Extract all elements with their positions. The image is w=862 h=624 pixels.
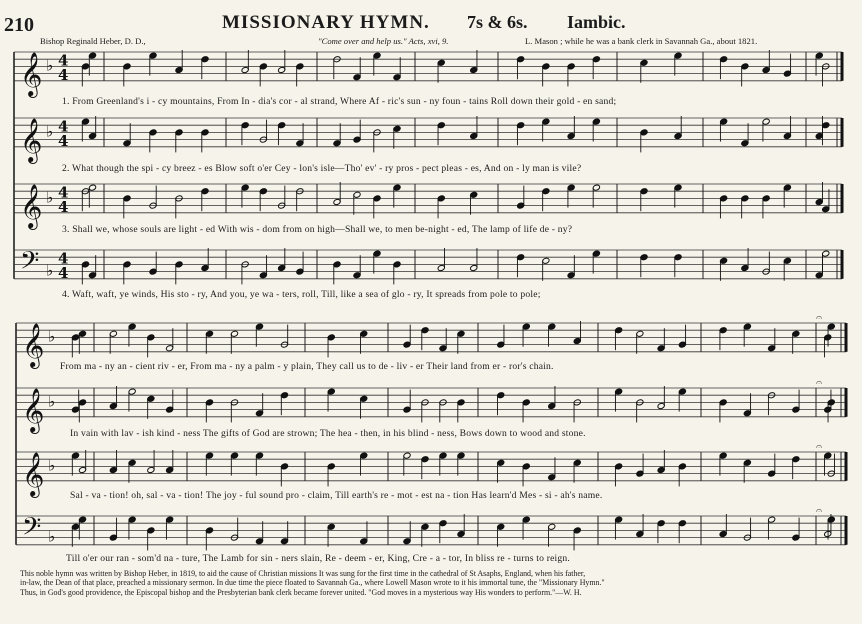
treble-clef-icon: 𝄞 xyxy=(20,51,43,96)
time-signature-top: 4 xyxy=(58,117,69,136)
flat-key-signature-icon: ♭ xyxy=(48,392,56,411)
flat-key-signature-icon: ♭ xyxy=(48,456,56,475)
flat-key-signature-icon: ♭ xyxy=(46,188,54,207)
lyric-line-verse-2: 2. What though the spi - cy breez - es Blow soft o'er Cey - lon's isle—Tho' ev' - ry pros - pect pleas - es, And on - ly man is vile? xyxy=(62,163,582,174)
time-signature-top: 4 xyxy=(58,249,69,268)
fermata-icon: 𝄐 xyxy=(816,504,823,517)
hymn-title: MISSIONARY HYMN. xyxy=(222,12,430,33)
historical-footnote xyxy=(20,569,860,597)
fermata-icon: 𝄐 xyxy=(816,376,823,389)
footnote-line: This noble hymn was written by Bishop Heber, in 1819, to aid the cause of Christian missions It was sung for the first time in the cathedral of St Asaphs, England, when his father, xyxy=(20,569,586,578)
footnote-line: in-law, the Dean of that place, preached a missionary sermon. In due time the piece floated to Savannah Ga., where Lowell Mason wrote to it his immortal tune, the "Missionary Hymn." xyxy=(20,578,605,588)
lyric-line-verse-2-cont: In vain with lav - ish kind - ness The gifts of God are strown; The hea - then, in his blind - ness, Bows down to wood and stone. xyxy=(70,428,586,439)
footnote-line: Thus, in God's good providence, the Episcopal bishop and the Presbyterian bank clerk became forever united. "God moves in a mysterious way His wonders to perform."—W. H. xyxy=(20,587,582,597)
fermata-icon: 𝄐 xyxy=(816,311,823,324)
flat-key-signature-icon: ♭ xyxy=(46,261,54,280)
scripture-epigraph: "Come over and help us." Acts, xvi, 9. xyxy=(318,36,449,46)
lyric-line-verse-3: 3. Shall we, whose souls are light - ed With wis - dom from on high—Shall we, to men be-night - ed, The lamp of life de - ny? xyxy=(62,224,573,235)
hymn-foot: Iambic. xyxy=(567,12,626,32)
time-signature-bottom: 4 xyxy=(58,131,69,150)
lyric-line-verse-1-cont: From ma - ny an - cient riv - er, From ma - ny a palm - y plain, They call us to de - liv - er Their land from er - ror's chain. xyxy=(60,361,554,372)
page-number: 210 xyxy=(4,14,34,36)
treble-clef-icon: 𝄞 xyxy=(22,387,45,432)
lyric-line-verse-1: 1. From Greenland's i - cy mountains, From In - dia's cor - al strand, Where Af - ric's sun - ny foun - tains Roll down their gold - en sand; xyxy=(62,96,617,107)
flat-key-signature-icon: ♭ xyxy=(46,56,54,75)
time-signature-bottom: 4 xyxy=(58,197,69,216)
treble-clef-icon: 𝄞 xyxy=(20,117,43,162)
bass-clef-icon: 𝄢 xyxy=(20,246,40,282)
time-signature-top: 4 xyxy=(58,183,69,202)
flat-key-signature-icon: ♭ xyxy=(48,327,56,346)
time-signature-top: 4 xyxy=(58,51,69,70)
lyric-line-verse-3-cont: Sal - va - tion! oh, sal - va - tion! The joy - ful sound pro - claim, Till earth's re - mot - est na - tion Has learn'd Mes - si - ah's name. xyxy=(70,490,603,501)
time-signature-bottom: 4 xyxy=(58,65,69,84)
fermata-icon: 𝄐 xyxy=(816,440,823,453)
lyric-line-verse-4-cont: Till o'er our ran - som'd na - ture, The Lamb for sin - ners slain, Re - deem - er, King, Cre - a - tor, In bliss re - turns to reign. xyxy=(66,553,570,564)
time-signature-bottom: 4 xyxy=(58,263,69,282)
composer-credit: L. Mason ; while he was a bank clerk in Savannah Ga., about 1821. xyxy=(525,36,758,46)
author-credit: Bishop Reginald Heber, D. D., xyxy=(40,36,146,46)
hymn-meter: 7s & 6s. xyxy=(467,12,528,32)
lyric-line-verse-4: 4. Waft, waft, ye winds, His sto - ry, And you, ye wa - ters, roll, Till, like a sea of glo - ry, It spreads from pole to pole; xyxy=(62,289,541,300)
flat-key-signature-icon: ♭ xyxy=(48,527,56,546)
treble-clef-icon: 𝄞 xyxy=(20,183,43,228)
treble-clef-icon: 𝄞 xyxy=(22,322,45,367)
treble-clef-icon: 𝄞 xyxy=(22,451,45,496)
flat-key-signature-icon: ♭ xyxy=(46,122,54,141)
bass-clef-icon: 𝄢 xyxy=(22,512,42,548)
